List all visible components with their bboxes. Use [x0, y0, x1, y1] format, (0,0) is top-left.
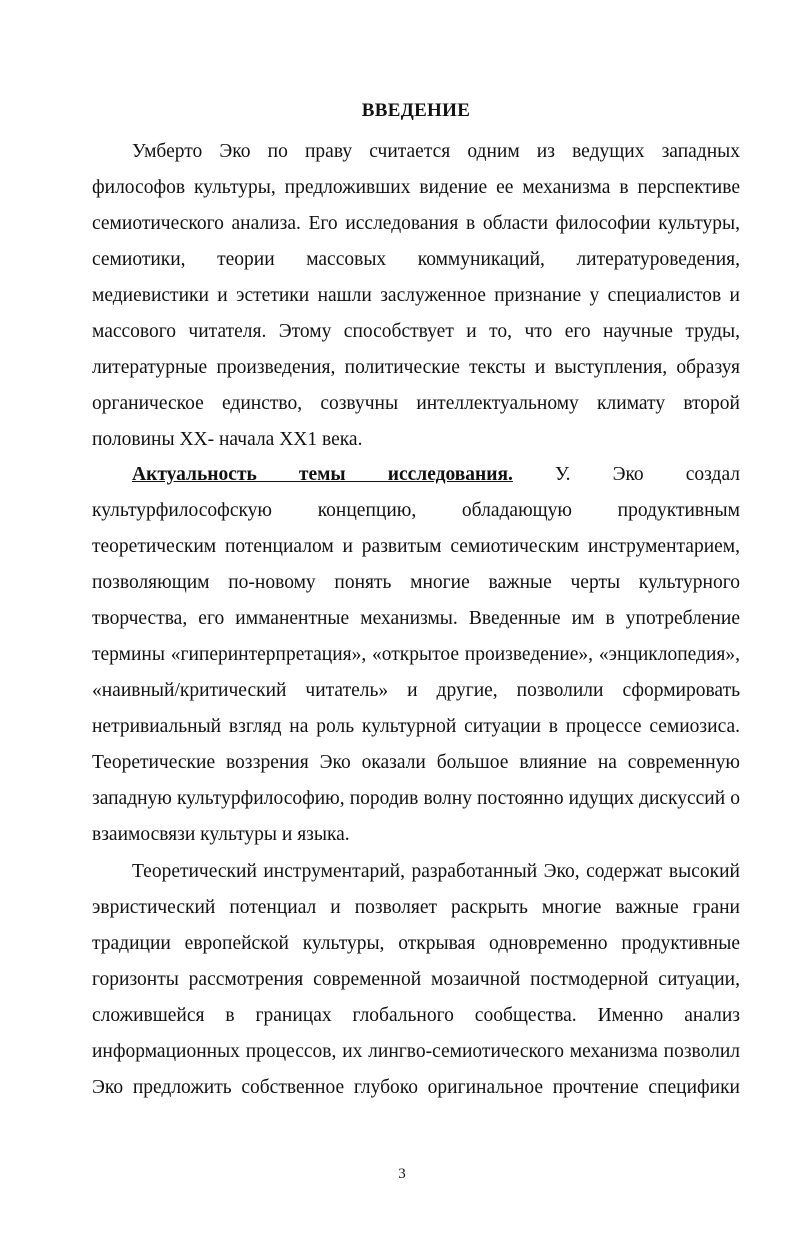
paragraph-2-first-line: [132, 463, 740, 487]
page-number: 3: [398, 1166, 406, 1182]
paragraph-3-line: Теоретический инструментарий, разработанный Эко, содержат высокий: [132, 861, 740, 882]
paragraph-1-line: органическое единство, созвучны интеллектуальному климату второй: [92, 393, 740, 414]
paragraph-1-line: семиотики, теории массовых коммуникаций, литературоведения,: [92, 249, 740, 270]
paragraph-2-line: термины «гиперинтерпретация», «открытое произведение», «энциклопедия»,: [92, 644, 740, 665]
paragraph-3-line: информационных процессов, их лингво-семиотического механизма позволил: [92, 1041, 740, 1062]
paragraph-2-line: позволяющим по-новому понять многие важные черты культурного: [92, 572, 740, 593]
paragraph-1-line: семиотического анализа. Его исследования в области философии культуры,: [92, 213, 740, 234]
paragraph-3-line: горизонты рассмотрения современной мозаичной постмодерной ситуации,: [92, 969, 740, 990]
paragraph-2-line: творчества, его имманентные механизмы. Введенные им в употребление: [92, 608, 740, 629]
paragraph-1-line: массового читателя. Этому способствует и то, что его научные труды,: [92, 321, 740, 342]
section-lead-heading: Актуальность темы исследования.: [132, 464, 513, 485]
paragraph-1-line: Умберто Эко по праву считается одним из ведущих западных: [132, 141, 740, 162]
paragraph-2-line: теоретическим потенциалом и развитым семиотическим инструментарием,: [92, 536, 740, 557]
paragraph-1-line: литературные произведения, политические тексты и выступления, образуя: [92, 357, 740, 378]
paragraph-1-line: медиевистики и эстетики нашли заслуженное признание у специалистов и: [92, 285, 740, 306]
paragraph-3-line: Эко предложить собственное глубоко оригинальное прочтение специфики: [92, 1077, 740, 1098]
paragraph-3-line: сложившейся в границах глобального сообщества. Именно анализ: [92, 1005, 740, 1026]
paragraph-1-line: половины ХХ- начала ХХ1 века.: [92, 429, 363, 450]
paragraph-2-line: культурфилософскую концепцию, обладающую продуктивным: [92, 500, 740, 521]
paragraph-1-line: философов культуры, предложивших видение ее механизма в перспективе: [92, 177, 740, 198]
paragraph-3-line: эвристический потенциал и позволяет раскрыть многие важные грани: [92, 897, 740, 918]
paragraph-3-line: традиции европейской культуры, открывая одновременно продуктивные: [92, 933, 740, 954]
paragraph-2-line: нетривиальный взгляд на роль культурной ситуации в процессе семиозиса.: [92, 716, 740, 737]
paragraph-2-line: «наивный/критический читатель» и другие, позволили сформировать: [92, 680, 740, 701]
paragraph-2-line: западную культурфилософию, породив волну постоянно идущих дискуссий о: [92, 788, 740, 809]
paragraph-2-line: взаимосвязи культуры и языка.: [92, 824, 350, 845]
paragraph-2-line: У. Эко создал: [512, 464, 740, 485]
paragraph-2-line: Теоретические воззрения Эко оказали большое влияние на современную: [92, 752, 740, 773]
page-title: ВВЕДЕНИЕ: [361, 100, 471, 121]
